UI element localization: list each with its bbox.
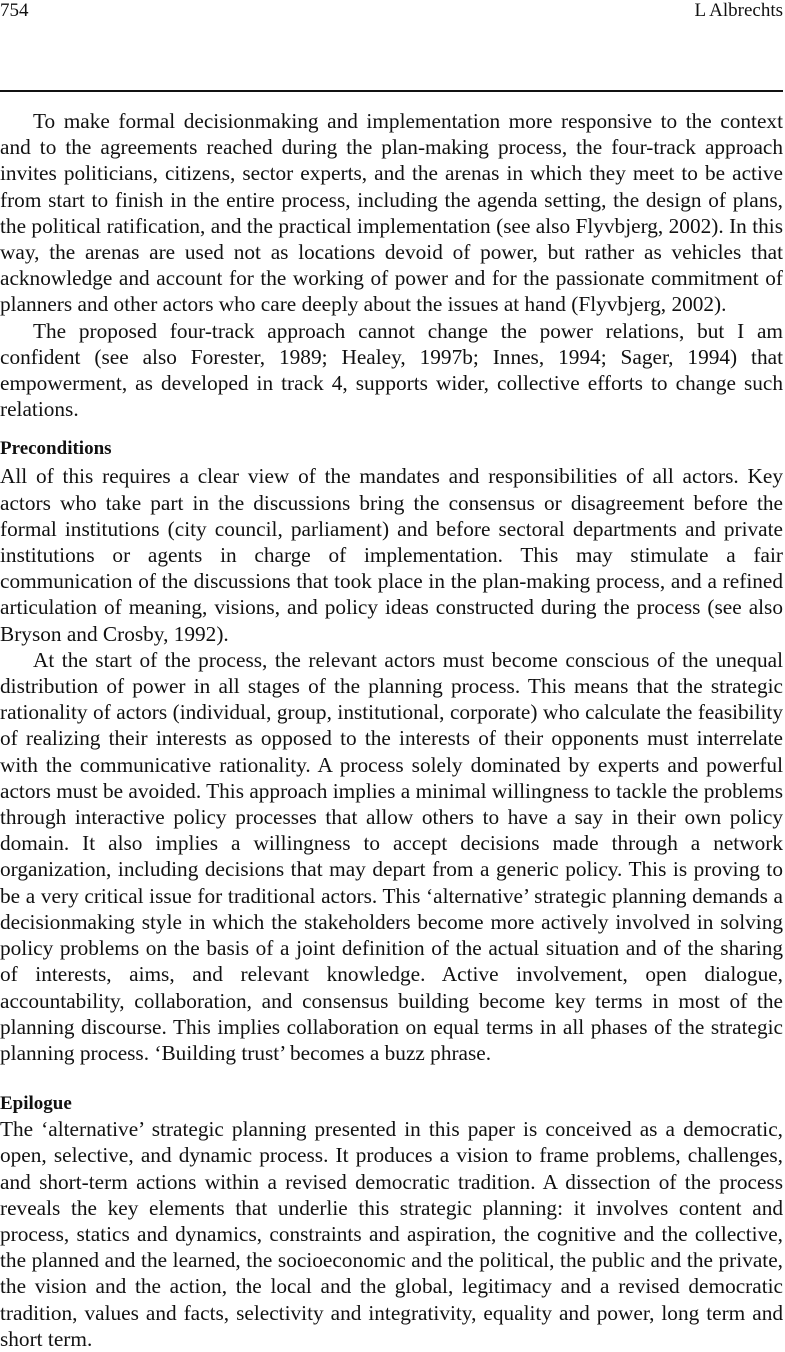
paragraph-mandates: All of this requires a clear view of the mandates and responsibilities of all actors. Key actors who take part in the discussions bring the consensus or disagreement before the formal institutions (city council, parliament) and before sectoral departments and private institutions or agents in charge of implementation. This may stimulate a fair communication of the discussions that took place in the plan-making process, and a refined articulation of meaning, visions, and policy ideas constructed during the process (see also Bryson and Crosby, 1992). xyxy=(0,464,783,646)
header-rule xyxy=(0,90,783,92)
section-heading-epilogue: Epilogue xyxy=(0,1093,72,1115)
running-head-author: L Albrechts xyxy=(694,0,783,21)
running-head xyxy=(0,0,783,22)
paragraph-epilogue: The ‘alternative’ strategic planning presented in this paper is conceived as a democratic, open, selective, and dynamic process. It produces a vision to frame problems, challenges, and short-term actions within a revised democratic tradition. A dissection of the process reveals the key elements that underlie this strategic planning: it involves content and process, statics and dynamics, constraints and aspiration, the cognitive and the collective, the planned and the learned, the socioeconomic and the political, the public and the private, the vision and the action, the local and the global, legitimacy and a revised democratic tradition, values and facts, selectivity and integrativity, equality and power, long term and short term. xyxy=(0,1117,783,1351)
section-heading-preconditions: Preconditions xyxy=(0,438,112,460)
page-number: 754 xyxy=(0,0,29,21)
paragraph-four-track-arenas: To make formal decisionmaking and implementation more responsive to the context and to the agreements reached during the plan-making process, the four-track approach invites politicians, citizens, sector experts, and the arenas in which they meet to be active from start to finish in the entire process, including the agenda setting, the design of plans, the political ratification, and the practical implementation (see also Flyvbjerg, 2002). In this way, the arenas are used not as locations devoid of power, but rather as vehicles that acknowledge and account for the working of power and for the passionate commitment of planners and other actors who care deeply about the issues at hand (Flyvbjerg, 2002). xyxy=(0,109,783,317)
paragraph-power-relations: The proposed four-track approach cannot change the power relations, but I am confident (see also Forester, 1989; Healey, 1997b; Innes, 1994; Sager, 1994) that empowerment, as developed in track 4, supports wider, collective efforts to change such relations. xyxy=(0,318,783,422)
article-body xyxy=(0,108,783,1352)
paragraph-unequal-power: At the start of the process, the relevant actors must become conscious of the unequal distribution of power in all stages of the planning process. This means that the strategic rationality of actors (individual, group, institutional, corporate) who calculate the feasibility of realizing their interests as opposed to the interests of their opponents must interrelate with the communicative rationality. A process solely dominated by experts and powerful actors must be avoided. This approach implies a minimal willingness to tackle the problems through interactive policy processes that allow others to have a say in their own policy domain. It also implies a willingness to accept decisions made through a network organization, including decisions that may depart from a generic policy. This is proving to be a very critical issue for traditional actors. This ‘alternative’ strategic planning demands a decisionmaking style in which the stakeholders become more actively involved in solving policy problems on the basis of a joint definition of the actual situation and of the sharing of interests, aims, and relevant knowledge. Active involvement, open dialogue, accountability, collaboration, and consensus building become key terms in most of the planning discourse. This implies collaboration on equal terms in all phases of the strategic planning process. ‘Building trust’ becomes a buzz phrase. xyxy=(0,647,783,1065)
